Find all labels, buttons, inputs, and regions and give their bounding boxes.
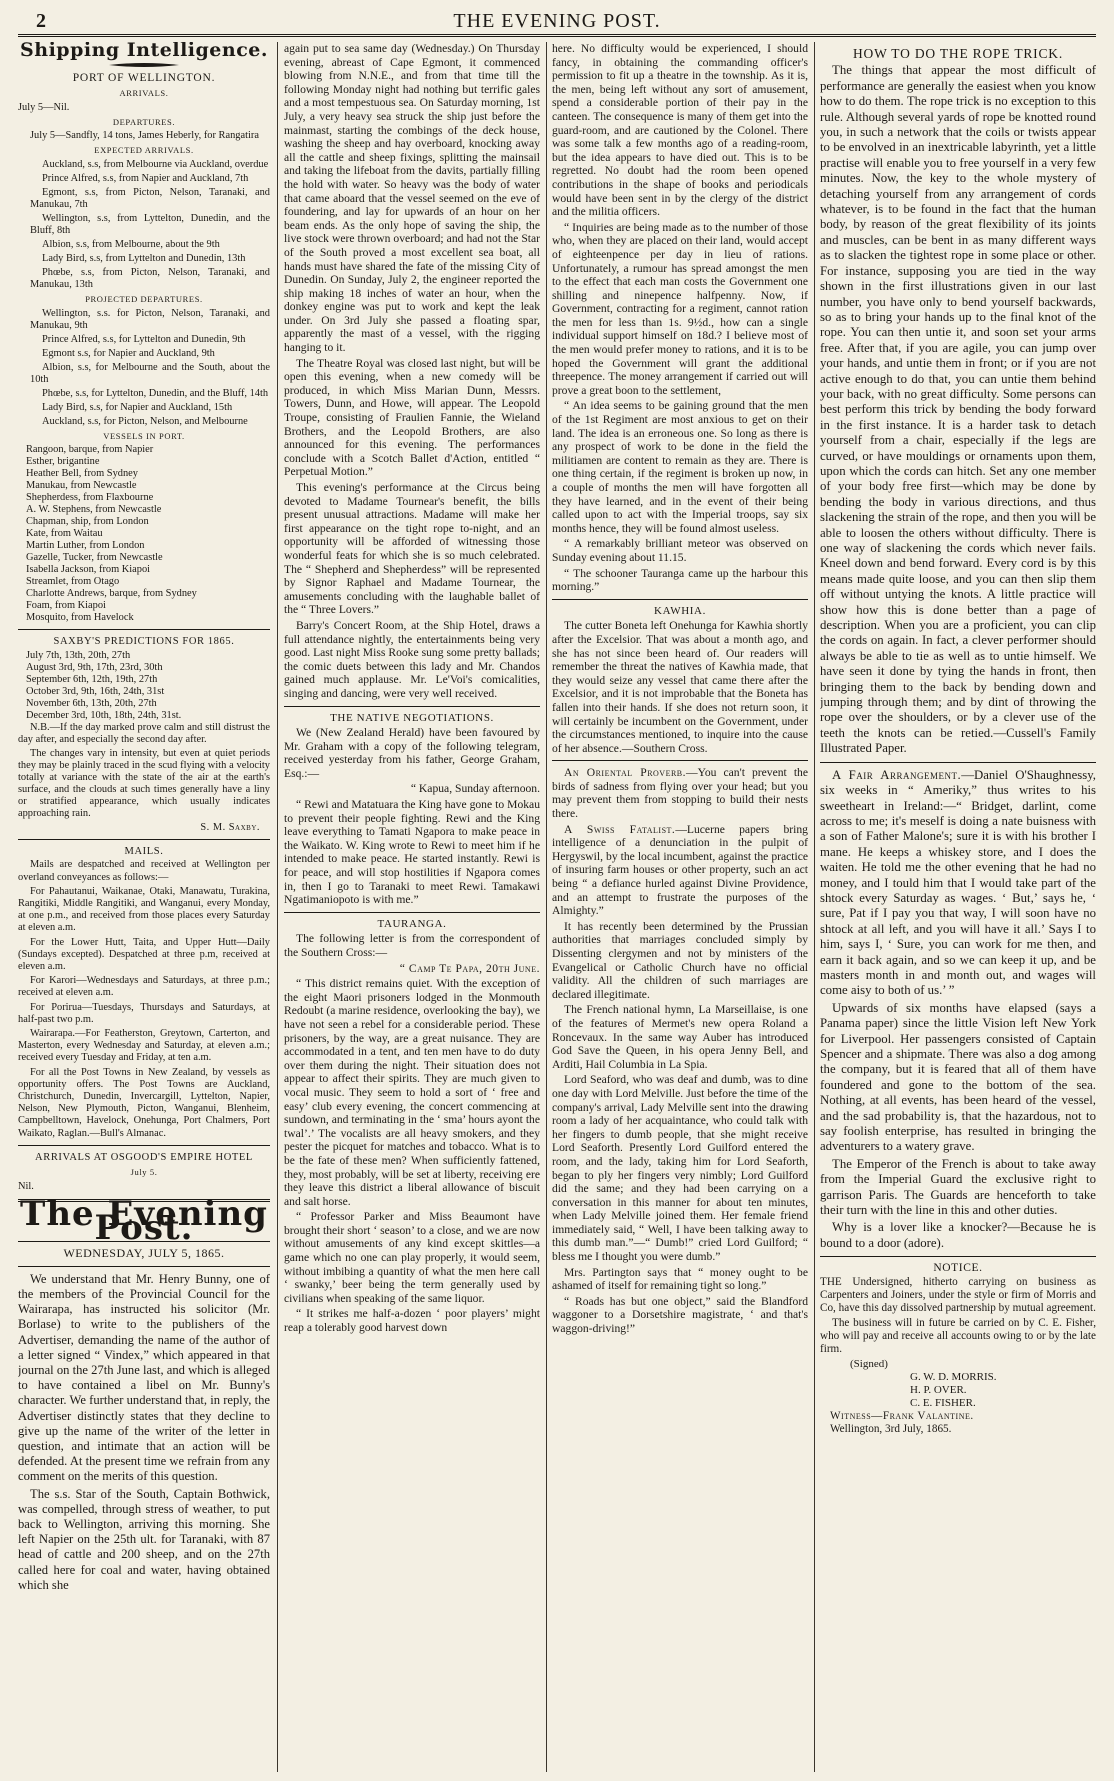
newspaper-title: The Evening Post. <box>20 1194 268 1248</box>
list-item: September 6th, 12th, 19th, 27th <box>26 673 158 685</box>
signatory: H. P. OVER. <box>910 1384 967 1397</box>
article-paragraph: “ A remarkably brilliant meteor was observed on Sunday evening about 11.15. <box>552 537 808 564</box>
list-item: Chapman, ship, from London <box>26 516 149 528</box>
expected-list <box>18 159 270 291</box>
divider <box>18 629 270 630</box>
list-item: Charlotte Andrews, barque, from Sydney <box>26 588 197 600</box>
list-item: Mails are despatched and received at Wellington per overland conveyances as follows:— <box>18 859 270 883</box>
list-item: Mosquito, from Havelock <box>26 612 134 624</box>
list-item: Foam, from Kiapoi <box>26 600 106 612</box>
list-item: Lady Bird, s.s, for Napier and Auckland, 15th <box>42 401 233 413</box>
vessels-heading: VESSELS IN PORT. <box>103 430 185 441</box>
list-item: Manukau, from Newcastle <box>26 480 137 492</box>
notice-advertisement <box>820 1262 1096 1436</box>
divider <box>552 599 808 600</box>
article-paragraph: The things that appear the most difficult of performance are generally the easiest when you know how to do them. The rope trick is no exception to this rule. Although several yards of rope be knotted round you, in such a network that the coils or twists appear to be envolved in an inextricable labyrinth, yet a little practise will enable you to free yourself in a very few minutes. Now, the key to the whole mystery of detaching yourself from any arrangement of cords whatever, is to be found in the fact that the human body, by reason of the great flexibility of its joints and muscles, can be bent in as many different ways as to slacken the tightest rope in some place or other. For instance, supposing you are tied in the way shown in the first illustrations given in our last number, you have only to bend yourself backwards, so as to bring your hands up to the final knot of the rope. You can then untie it, and soon set your arms free. After that, if you are agile, you can jump over your hands, and untie them in front; or if you are not active enough to do that, you can untie them behind your back, with no great difficulty. Some persons can best perform this trick by bending the body forward in the first instance. It is a harder task to detach yourself from a chair, especially if the legs are curved, or have mouldings or ornaments upon them, upon which the cords can hitch. Set any one member of your body free first—which may be done by bending the body in various directions, and thus slackening the strain of the rope, and then you will be able to loosen the others without difficulty. There is one way of slackening the cords which never fails. Kneel down and bend forward. Every cord is by this means made quite loose, and you can then slip them off without untying the knots. A little practice will show how this is done better than a page of description. When you are a proficient, you can clip the cords on again. In fact, a clever performer should always be able to tie as well as to untie himself. We have seen it done by tying the hands in front, then bringing them to the back by bending down and jumping through them; and by dint of throwing the rope over the shoulders, or by a clever use of the teeth the knots can be retied.—Cussell's Family Illustrated Paper. <box>820 63 1096 756</box>
article-paragraph: Barry's Concert Room, at the Ship Hotel, draws a full attendance nightly, the entertainments being very good. Last night Miss Rooke sung some pretty ballads; the comic duets between this lady and Mr. Chandos gained much applause. Mr. Le'Voi's comicalities, singing and dancing, were very well received. <box>284 618 540 700</box>
list-item: A. W. Stephens, from Newcastle <box>26 504 162 516</box>
article-paragraph: “ Kapua, Sunday afternoon. <box>410 782 540 796</box>
lead-paragraph: The s.s. Star of the South, Captain Bothwick, was compelled, through stress of weather, to put back to Wellington, arriving this morning. She left Napier on the 25th ult. for Taranaki, with 87 head of cattle and 200 sheep, and on the 27th called here for coal and water, having obtained which she <box>18 1486 270 1592</box>
list-item: Shepherdess, from Flaxbourne <box>26 492 154 504</box>
column-rule <box>277 42 278 1772</box>
article-paragraph: The Theatre Royal was closed last night, but will be open this evening, when a new comedy will be produced, in which Miss Marian Dunn, Messrs. Towers, Dunn, and Howe, will appear. The Leopold Troupe, consisting of Fraulien Fannie, the Wieland Brothers, and the Leopold Brothers, are also announced for this evening. The performances conclude with a Scotch Ballet d'Action, entitled “ Perpetual Motion.” <box>284 356 540 479</box>
page-number: 2 <box>36 10 46 32</box>
list-item: Heather Bell, from Sydney <box>26 468 138 480</box>
article-paragraph: “ Camp Te Papa, 20th June. <box>399 961 540 975</box>
list-item: Gazelle, Tucker, from Newcastle <box>26 552 163 564</box>
expected-heading: EXPECTED ARRIVALS. <box>94 145 194 156</box>
list-item: December 3rd, 10th, 18th, 24th, 31st. <box>26 709 182 721</box>
article-paragraph: Upwards of six months have elapsed (says a Panama paper) since the little Vision left New York for Liverpool. Her passengers consisted of Captain Spencer and a shipmate. There was also a dog among the company, but it is feared that all of them have foundered and gone to the bottom of the sea. Nothing, at all events, has been heard of the vessel, and the sad probability is, that the hazardous, not to say foolish enterprise, has resulted in bringing the adventurers to a watery grave. <box>820 1000 1096 1154</box>
article-paragraph: “ Rewi and Matatuara the King have gone to Mokau to prevent their people fighting. Rewi and the King leave everything to Tamati Ngapora to make peace in the Waikato. W. King wrote to Rewi to meet him if he intended to make peace. He started instantly. Rewi is for peace, and will stop hostilities if Ngapora comes in, then I go to Taranaki to meet Rewi. Tamakawi Ngatimaniopoto is with me.” <box>284 798 540 907</box>
article-paragraph: It has recently been determined by the Prussian authorities that marriages concluded simply by Dissenting clergymen and not by ministers of the Evangelical or Catholic Church have no official validity. All the children of such marriages are declared illegitimate. <box>552 919 808 1001</box>
arrivals-heading: ARRIVALS. <box>119 88 169 99</box>
list-item: Streamlet, from Otago <box>26 576 120 588</box>
article-paragraph: here. No difficulty would be experienced, I should fancy, in obtaining the commanding officer's permission to fit up a theatre in the township. As it is, the men, being left without any sort of amusement, spend a considerable portion of their pay in the canteen. The consequence is many of them get into the guard-room, and are cautioned by the Colonel. There was some talk a few months ago of a reading-room, but the idea appears to have died out. This is to be regretted. No doubt had the room been opened contributions in the shape of books and periodicals would have been sent in by the clergy of the district and the militia officers. <box>552 42 808 219</box>
paragraph-body: —Lucerne papers bring intelligence of a denunciation in the pulpit of Hergyswil, by the local incumbent, against the practice of insuring farm houses or other property, such an act being “ a defiance hurled against Divine Providence, and an attempt to frustrate the purposes of the Almighty.” <box>552 822 808 918</box>
list-item: Rangoon, barque, from Napier <box>26 444 154 456</box>
article-paragraph: “ This district remains quiet. With the exception of the eight Maori prisoners lodged in the Monmouth Redoubt (a marine residence, overlooking the bay), we have not seen a rebel for a considerable period. These prisoners, by the way, are a great nuisance. They are accommodated in a tent, and ten men have to do duty over them during the night. Their situation does not appear to affect their spirits. They are much given to vocal music. They seem to hold a sort of ‘ free and easy’ club every evening, the concert commencing at sundown, and terminating in the ‘ sma’ hours ayont the twal’.’ The vocalists are all heavy smokers, and they pester the picquet for matches and tobacco. What is to be the fate of these men? When sufficiently fattened, they, most probably, will be set at liberty, receiving ere they leave this district a liberal allowance of biscuit and salt horse. <box>284 977 540 1208</box>
notice-witness: Witness—Frank Valantine. <box>830 1410 974 1423</box>
paragraph-lead: A Fair Arrangement. <box>832 767 962 782</box>
divider <box>18 839 270 840</box>
list-item: For Porirua—Tuesdays, Thursdays and Saturdays, at half-past two p.m. <box>18 1001 270 1025</box>
article-paragraph: This evening's performance at the Circus being devoted to Madame Tournear's benefit, the bills present unusual attractions. Madame will make her first appearance on the tight rope to-night, and an opportunity will be afforded of witnessing those wonderful feats for which she is so much celebrated. The “ Shepherd and Shepherdess” will be represented by Signor Raphael and Madame Tournear, the amusements concluding with the laughable ballet of the “ Three Lovers.” <box>284 481 540 617</box>
divider <box>18 1266 270 1267</box>
signatures <box>850 1358 1096 1410</box>
column-1 <box>18 42 270 1772</box>
notice-paragraph: The business will in future be carried on by C. E. Fisher, who will pay and receive all accounts owing to or by the late firm. <box>820 1317 1096 1356</box>
osgood-date: July 5. <box>130 1167 158 1178</box>
rope-trick-heading: HOW TO DO THE ROPE TRICK. <box>852 46 1063 61</box>
article-paragraph: Mrs. Partington says that “ money ought to be ashamed of itself for remaining tight so long.” <box>552 1265 808 1293</box>
list-item: Lady Bird, s.s, from Lyttelton and Dunedin, 13th <box>42 252 246 264</box>
signatory: G. W. D. MORRIS. <box>910 1371 997 1384</box>
list-item: Prince Alfred, s.s, from Napier and Auckland, 7th <box>42 172 249 184</box>
saxby-signature: S. M. Saxby. <box>200 821 260 833</box>
saxby-dates <box>18 650 270 722</box>
list-item: August 3rd, 9th, 17th, 23rd, 30th <box>26 661 163 673</box>
native-heading: THE NATIVE NEGOTIATIONS. <box>330 711 494 724</box>
article-paragraph: “ Inquiries are being made as to the number of those who, when they are placed on their land, would accept of eighteenpence per day in lieu of rations. Unfortunately, a rumour has spread amongst the men to the effect that each man costs the Government one shilling and ninepence halfpenny. Now, if Government, contracting for a regiment, cannot ration the men for less than 1s. 9½d., how can a single individual support himself on 18d.? I believe most of the men would prefer money to rations, and it is to be hoped the Government will grant the additional threepence. The money arrangement if carried out will prove a great boon to the settlement, <box>552 220 808 397</box>
article-paragraph: “ It strikes me half-a-dozen ‘ poor players’ might reap a tolerably good harvest down <box>284 1307 540 1335</box>
issue-dateline: WEDNESDAY, JULY 5, 1865. <box>63 1246 225 1261</box>
list-item: Esther, brigantine <box>26 456 100 468</box>
departures-text: July 5—Sandfly, 14 tons, James Heberly, for Rangatira <box>30 130 259 142</box>
paragraph-body: —Daniel O'Shaughnessy, six weeks in “ Ameriky,” thus writes to his sweetheart in Ireland:—“ Bridget, darlint, come across to me; it's meself is doing a nate buisness with a son of Father Malone's; sure it is with his brother I mane. He keeps a whiskey store, and I does the waiten. He told me the other evening that he had no money, and I tould him that I would take part of the shtock every Saturday as wages. ‘ But,’ says he, ‘ sure, Pat if I pay you that way, I will soon have no shtock at all left, and you will have it all.’ Says I to him, says I, ‘ Sure, you can work for me then, and earn it back again, and so we can keep it up, and be masters month in and month out, and wages will come aisy to both of us.’ ” <box>820 767 1096 998</box>
article-paragraph: The French national hymn, La Marseillaise, is one of the features of Mermet's new opera Roland a Roncevaux. In the same way Auber has introduced God Save the Queen, in his opera Jenny Bell, and Arditi, Hail Columbia in La Spia. <box>552 1003 808 1071</box>
list-item: For Karori—Wednesdays and Saturdays, at three p.m.; received at eleven a.m. <box>18 975 270 999</box>
divider <box>284 706 540 707</box>
departures-heading: DEPARTURES. <box>112 116 176 127</box>
tauranga-heading: TAURANGA. <box>377 917 447 930</box>
list-item: Egmont s.s, for Napier and Auckland, 9th <box>42 347 215 359</box>
list-item: Albion, s.s, for Melbourne and the South, about the 10th <box>30 361 270 385</box>
running-title: THE EVENING POST. <box>453 10 661 32</box>
list-item: Phœbe, s.s, for Lyttelton, Dunedin, and the Bluff, 14th <box>42 387 269 399</box>
column-rule <box>814 42 815 1772</box>
list-item: Auckland, s.s, from Melbourne via Auckland, overdue <box>42 158 269 170</box>
list-item: Egmont, s.s, from Picton, Nelson, Taranaki, and Manukau, 7th <box>30 186 270 210</box>
divider <box>552 760 808 761</box>
list-item: November 6th, 13th, 20th, 27th <box>26 697 157 709</box>
kawhia-heading: KAWHIA. <box>654 604 706 617</box>
saxby-note: N.B.—If the day marked prove calm and still distrust the day after, and especially the second day after. <box>18 721 270 745</box>
shipping-heading: Shipping Intelligence. <box>20 42 268 61</box>
list-item: Phœbe, s.s, from Picton, Nelson, Taranaki, and Manukau, 13th <box>30 266 270 290</box>
list-item: Wellington, s.s. for Picton, Nelson, Taranaki, and Manukau, 9th <box>30 307 270 331</box>
list-item: For Pahautanui, Waikanae, Otaki, Manawatu, Turakina, Rangitiki, Middle Rangitiki, and Wanganui, every Monday, at one p.m., and received from those places every Saturday at eleven a.m. <box>18 885 270 934</box>
article-paragraph: We (New Zealand Herald) have been favoured by Mr. Graham with a copy of the following telegram, received yesterday from his father, George Graham, Esq.:— <box>284 726 540 780</box>
article-paragraph <box>552 766 808 820</box>
projected-list <box>18 308 270 428</box>
list-item: Wairarapa.—For Featherston, Greytown, Carterton, and Masterton, every Wednesday and Saturday, at eleven a.m.; received every Tuesday and Friday, at ten a.m. <box>18 1027 270 1064</box>
lead-paragraph: We understand that Mr. Henry Bunny, one of the members of the Provincial Council for the Wairarapa, has instructed his solicitor (Mr. Borlase) to write to the publishers of the Advertiser, demanding the name of the author of a letter signed “ Vindex,” which appeared in that journal on the 27th June last, and which is alleged to have contained a libel on Mr. Bunny's character. We further understand that, in reply, the Advertiser distinctly states that they decline to give up the name of the writer of the letter in question, and intimate that an action will be defended. At the present time we refrain from any comment on the merits of this question. <box>18 1271 270 1484</box>
article-paragraph: Lord Seaford, who was deaf and dumb, was to dine one day with Lord Melville. Just before the time of the company's arrival, Lady Melville sent into the drawing room a lady of her acquaintance, who could talk with her fingers to dumb people, that she might receive Lord Seaforth. Presently Lord Guilford entered the room, and the lady, taking him for Lord Seaforth, began to ply her fingers very nimbly; Lord Guilford did the same; and they had been carrying on a conversation in this manner for about ten minutes, when Lady Melville joined them. Her female friend immediately said, “ Well, I have been talking away to this dumb man.”—“ Dumb!” cried Lord Guilford; “ bless me I thought you were dumb.” <box>552 1073 808 1264</box>
paragraph-lead: An Oriental Proverb. <box>564 766 687 780</box>
divider <box>18 1145 270 1146</box>
notice-paragraph: THE Undersigned, hitherto carrying on business as Carpenters and Joiners, under the style or firm of Morris and Co, have this day dissolved partnership by mutual agreement. <box>820 1276 1096 1315</box>
mails-heading: MAILS. <box>124 845 164 857</box>
list-item: Auckland, s.s, for Picton, Nelson, and Melbourne <box>42 415 248 427</box>
list-item: October 3rd, 9th, 16th, 24th, 31st <box>26 685 165 697</box>
notice-date: Wellington, 3rd July, 1865. <box>830 1423 952 1436</box>
list-item: Kate, from Waitau <box>26 528 103 540</box>
article-paragraph: The cutter Boneta left Onehunga for Kawhia shortly after the Excelsior. That was about a month ago, and she has not since been heard of. Our readers will remember the threat the natives of Kawhia made, that they would seize any vessel that came there after the Excelsior, and it is not improbable that the Boneta has fallen into their hands. If she does not return soon, it will certainly be incumbent on the Government, under the circumstances mentioned, to inquire into the cause of her absence.—Southern Cross. <box>552 619 808 755</box>
article-paragraph: “ An idea seems to be gaining ground that the men of the 1st Regiment are most anxious to get on their land. The idea is an erroneous one. So long as there is any prospect of work to be done in the field the militiamen are content to remain as they are. There is one thing certain, if the regiment is broken up now, in a couple of months the men will have forgotten all they have learned, and in the event of their being called upon to act with the Imperial troops, say six months hence, they will be found almost useless. <box>552 399 808 535</box>
saxby-heading: SAXBY'S PREDICTIONS FOR 1865. <box>53 636 235 648</box>
article-paragraph: “ Professor Parker and Miss Beaumont have brought their short ‘ season’ to a close, and we are now without amusements of any kind except skittles—a game which no one can play properly, it would seem, without imbibing a quantity of what the men here call ‘ swanky,’ beer being the term generally used by civilians when speaking of the same liquor. <box>284 1210 540 1305</box>
page-header <box>18 8 1096 37</box>
column-3 <box>552 42 808 1772</box>
vessels-list <box>18 444 270 624</box>
signed-label: (Signed) <box>850 1358 888 1371</box>
article-paragraph: “ Roads has but one object,” said the Blandford waggoner to a Dorsetshire magistrate, ‘ and that's waggon-driving!” <box>552 1294 808 1336</box>
list-item: July 7th, 13th, 20th, 27th <box>26 649 131 661</box>
projected-heading: PROJECTED DEPARTURES. <box>85 293 203 304</box>
osgood-text: Nil. <box>18 1181 34 1192</box>
divider <box>284 912 540 913</box>
list-item: Prince Alfred, s.s, for Lyttelton and Dunedin, 9th <box>42 333 246 345</box>
article-paragraph: again put to sea same day (Wednesday.) On Thursday evening, abreast of Cape Egmont, it commenced blowing from N.N.E., and from that time till the following Monday night had nothing but terrific gales and a most tempestuous sea. On Saturday morning, 1st July, a very heavy sea struck the ship just before the mainmast, starting the combings of the deck house, washing the sheep and hay overboard, knocking away all the cattle and sheep fixings, splitting the mainsail and taking the lifeboat from the davits, partially filling the hold with water. So heavy was the body of water that came aboard that the vessel seemed on the eve of foundering, and lay for upwards of an hour on her beam ends. As the only hope of saving the ship, the live stock were thrown overboard; and had not the Star of the South proved a most excellent sea boat, all hands must have shared the fate of the missing City of Dunedin. On Sunday, July 2, the engineer reported the ship making 18 inches of water an hour, when the donkey engine was put to work and kept the leak under. On 3rd July she passed a floating spar, apparently the mast of a vessel, with the rigging hanging to it. <box>284 42 540 355</box>
list-item: Wellington, s.s, from Lyttelton, Dunedin, and the Bluff, 8th <box>30 212 270 236</box>
column-4 <box>820 42 1096 1772</box>
port-heading: PORT OF WELLINGTON. <box>72 71 216 84</box>
divider-ornament-icon <box>109 62 179 68</box>
paragraph-lead: A Swiss Fatalist. <box>564 822 676 836</box>
paragraph-body: —You can't prevent the birds of sadness from flying over your head; but you may prevent them from stopping to build their nests there. <box>552 766 808 821</box>
article-paragraph <box>820 768 1096 999</box>
column-2 <box>284 42 540 1772</box>
signatory: C. E. FISHER. <box>910 1397 976 1410</box>
article-paragraph: “ The schooner Tauranga came up the harbour this morning.” <box>552 566 808 594</box>
arrivals-text: July 5—Nil. <box>18 101 70 113</box>
list-item: For all the Post Towns in New Zealand, by vessels as opportunity offers. The Post Towns are Auckland, Christchurch, Dunedin, Invercargill, Lyttelton, Napier, Nelson, New Plymouth, Picton, Wanganui, Blenheim, Campbelltown, Havelock, Onehunga, Port Chalmers, Port Waikato, Raglan.—Bull's Almanac. <box>18 1066 270 1139</box>
article-paragraph <box>552 823 808 918</box>
article-paragraph: The following letter is from the correspondent of the Southern Cross:— <box>284 932 540 959</box>
notice-heading: NOTICE. <box>933 1262 983 1275</box>
list-item: For the Lower Hutt, Taita, and Upper Hutt—Daily (Sundays excepted). Despatched at three p.m, received at eleven a.m. <box>18 936 270 972</box>
mails-list <box>18 859 270 1139</box>
list-item: Isabella Jackson, from Kiapoi <box>26 564 151 576</box>
saxby-paragraph: The changes vary in intensity, but even at quiet periods they may be plainly traced in the scud flying with a velocity totally at variance with the state of the air at the earth's surface, and the clouds at such times generally have a liny or stratified appearance, which usually indicates approaching rain. <box>18 747 270 819</box>
list-item: Martin Luther, from London <box>26 540 145 552</box>
osgood-heading: ARRIVALS AT OSGOOD'S EMPIRE HOTEL <box>35 1151 253 1163</box>
divider <box>820 762 1096 763</box>
divider <box>820 1256 1096 1257</box>
list-item: Albion, s.s, from Melbourne, about the 9th <box>42 238 220 250</box>
column-rule <box>546 42 547 1772</box>
article-paragraph: Why is a lover like a knocker?—Because he is bound to a door (adore). <box>820 1220 1096 1250</box>
article-paragraph: The Emperor of the French is about to take away from the Imperial Guard the exclusive right to garrison Paris. The Guards are henceforth to take their turn with the line in this and other duties. <box>820 1156 1096 1218</box>
